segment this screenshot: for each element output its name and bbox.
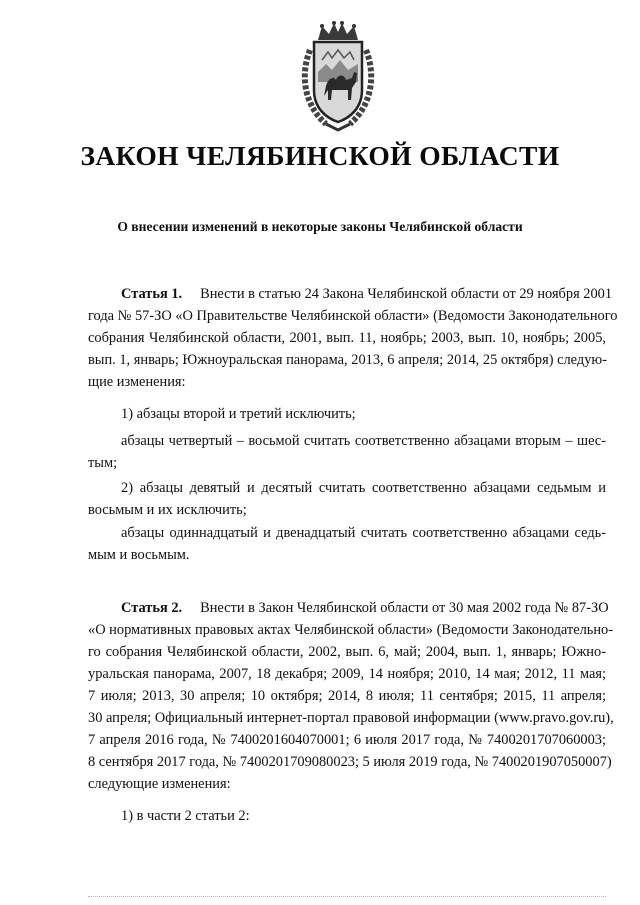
article-2-item xyxy=(88,805,606,827)
article-1-item-line: тым; xyxy=(88,455,118,471)
article-1-item-line: абзацы одиннадцатый и двенадцатый считать соответственно абзацами седь- xyxy=(121,525,606,541)
article-1-heading: Статья 1. xyxy=(121,286,183,302)
coat-of-arms-emblem xyxy=(296,20,380,132)
article-2-line: «О нормативных правовых актах Челябинской области» (Ведомости Законодательно- xyxy=(88,622,614,638)
article-2-heading: Статья 2. xyxy=(121,600,183,616)
article-2-line: уральская панорама, 2007, 18 декабря; 2009, 14 ноября; 2010, 14 мая; 2012, 11 мая; xyxy=(88,666,606,682)
article-1-line: собрания Челябинской области, 2001, вып. 11, ноябрь; 2003, вып. 10, ноябрь; 2005, xyxy=(88,330,606,346)
article-1-line: года № 57-ЗО «О Правительстве Челябинской области» (Ведомости Законодательного xyxy=(88,308,618,324)
article-1-line: Внести в статью 24 Закона Челябинской области от 29 ноября 2001 xyxy=(200,286,613,302)
article-1-item xyxy=(88,403,606,425)
article-1-line: щие изменения: xyxy=(88,374,186,390)
article-2-line: следующие изменения: xyxy=(88,776,231,792)
article-1-intro xyxy=(88,283,618,393)
article-2-line: Внести в Закон Челябинской области от 30 мая 2002 года № 87-ЗО xyxy=(200,600,609,616)
article-2-intro xyxy=(88,597,614,795)
article-1-item-line: восьмым и их исключить; xyxy=(88,502,247,518)
article-2-line: 8 сентября 2017 года, № 7400201709080023; 5 июля 2019 года, № 7400201907050007) xyxy=(88,754,612,770)
article-1-item-line: абзацы четвертый – восьмой считать соответственно абзацами вторым – шес- xyxy=(121,433,606,449)
law-subtitle: О внесении изменений в некоторые законы Челябинской области xyxy=(117,219,523,234)
law-title: ЗАКОН ЧЕЛЯБИНСКОЙ ОБЛАСТИ xyxy=(80,140,560,171)
article-1-item xyxy=(88,430,606,474)
article-1-item xyxy=(88,522,606,566)
article-1-item xyxy=(88,477,606,521)
article-1-item-line: мым и восьмым. xyxy=(88,547,190,563)
article-2-line: 7 июля; 2013, 30 апреля; 10 октября; 2014, 8 июля; 11 сентября; 2015, 11 апреля; xyxy=(88,688,606,704)
article-2-item-line: 1) в части 2 статьи 2: xyxy=(121,808,250,824)
article-1-item-line: 2) абзацы девятый и десятый считать соответственно абзацами седьмым и xyxy=(121,480,606,496)
page-footer-rule xyxy=(88,896,606,899)
article-2-line: 30 апреля; Официальный интернет-портал правовой информации (www.pravo.gov.ru), xyxy=(88,710,614,726)
coat-of-arms-icon xyxy=(296,20,380,132)
article-1-item-line: 1) абзацы второй и третий исключить; xyxy=(121,406,356,422)
article-2-line: го собрания Челябинской области, 2002, вып. 6, май; 2004, вып. 1, январь; Южно- xyxy=(88,644,606,660)
article-1-line: вып. 1, январь; Южноуральская панорама, 2013, 6 апреля; 2014, 25 октября) следую- xyxy=(88,352,607,368)
article-2-line: 7 апреля 2016 года, № 7400201604070001; 6 июля 2017 года, № 7400201707060003; xyxy=(88,732,606,748)
